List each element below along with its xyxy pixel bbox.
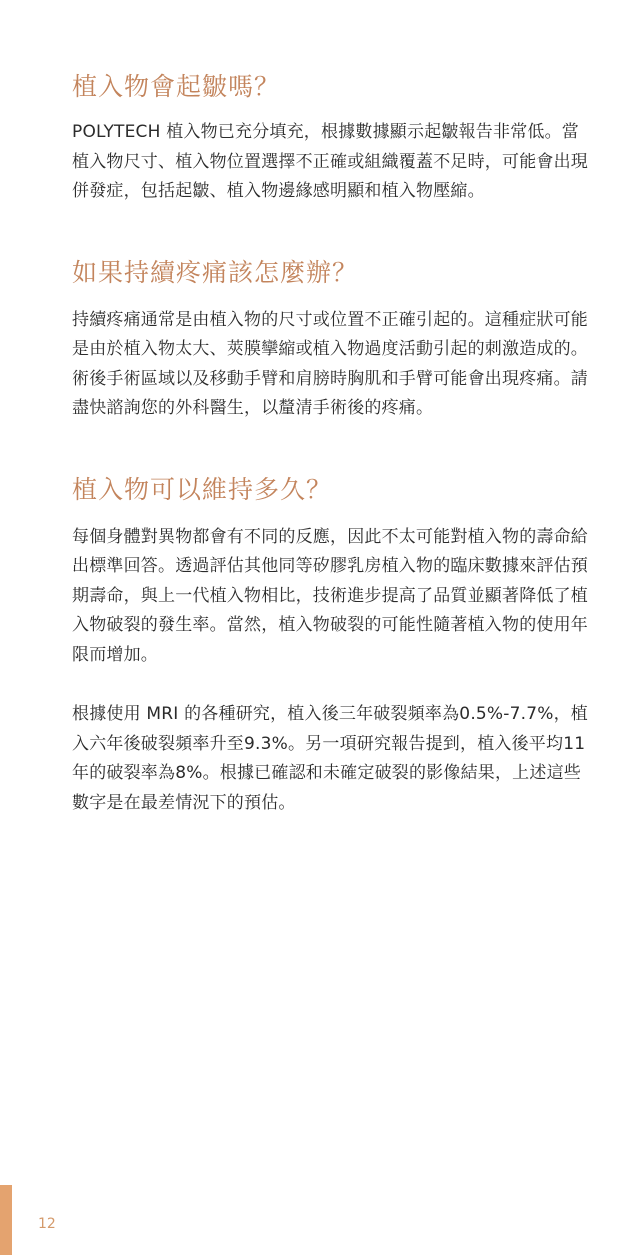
paragraph: 每個身體對異物都會有不同的反應，因此不太可能對植入物的壽命給出標準回答。透過評估其他同等矽膠乳房植入物的臨床數據來評估預期壽命，與上一代植入物相比，技術進步提高了品質並顯著降低了植入物破裂的發生率。當然，植入物破裂的可能性隨著植入物的使用年限而增加。: [72, 526, 588, 665]
section-persistent-pain: [72, 252, 588, 424]
page-content: [72, 66, 588, 818]
section-title: 植入物可以維持多久？: [72, 474, 333, 504]
paragraph: 根據使用 MRI 的各種研究，植入後三年破裂頻率為0.5%-7.7%，植入六年後破裂頻率升至9.3%。另一項研究報告提到，植入後平均11年的破裂率為8%。根據已確認和未確定破裂的影像結果，上述這些數字是在最差情況下的預估。: [72, 704, 589, 813]
section-title: 如果持續疼痛該怎麼辦？: [72, 257, 359, 287]
paragraph: POLYTECH 植入物已充分填充，根據數據顯示起皺報告非常低。當植入物尺寸、植入物位置選擇不正確或組織覆蓋不足時，可能會出現併發症，包括起皺、植入物邊緣感明顯和植入物壓縮。: [72, 122, 588, 201]
section-wrinkling: [72, 66, 588, 207]
section-implant-lifespan: [72, 469, 588, 819]
page-number: 12: [38, 1216, 56, 1232]
paragraph: 持續疼痛通常是由植入物的尺寸或位置不正確引起的。這種症狀可能是由於植入物太大、莢膜攣縮或植入物過度活動引起的刺激造成的。術後手術區域以及移動手臂和肩膀時胸肌和手臂可能會出現疼痛。請盡快諮詢您的外科醫生，以釐清手術後的疼痛。: [72, 309, 588, 418]
page-accent-bar: [0, 1185, 12, 1255]
section-title: 植入物會起皺嗎？: [72, 72, 281, 101]
